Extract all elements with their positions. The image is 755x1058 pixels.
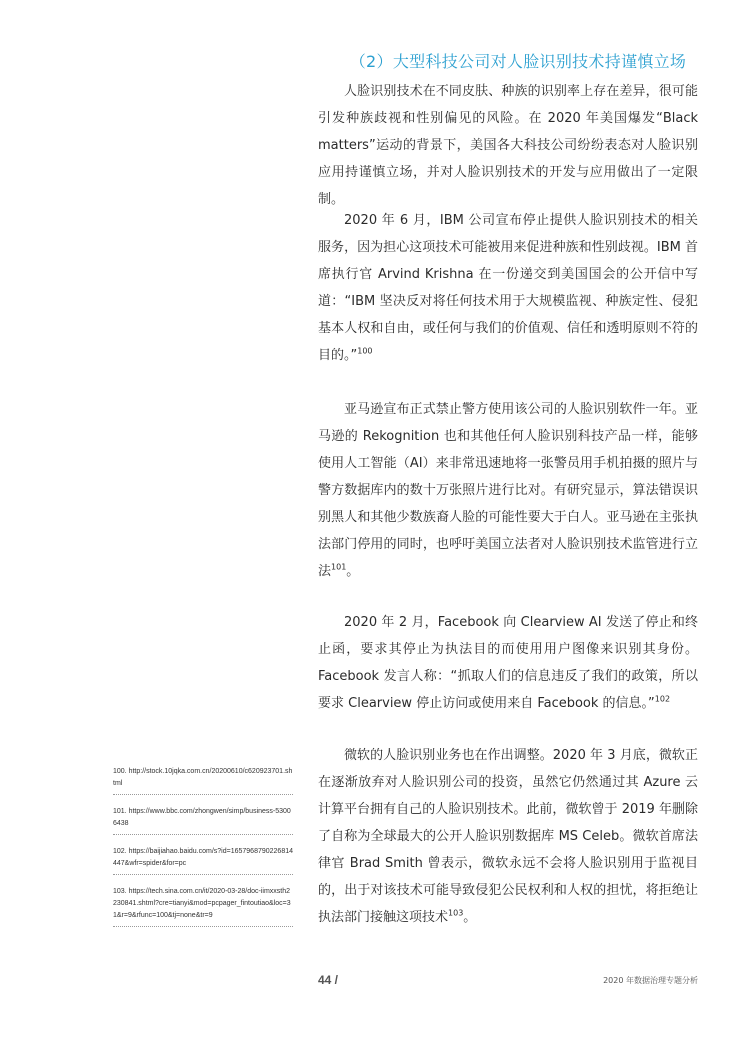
paragraph-facebook: 2020 年 2 月，Facebook 向 Clearview AI 发送了停止和终止函，要求其停止为执法目的而使用用户图像来识别其身份。Facebook 发言人称：“抓取人们的信息违反了我们的政策，所以要求 Clearview 停止访问或使用来自 Facebook 的信息。”$^{102}$ bbox=[318, 615, 698, 711]
paragraph-microsoft: 微软的人脸识别业务也在作出调整。2020 年 3 月底，微软正在逐渐放弃对人脸识别公司的投资，虽然它仍然通过其 Azure 云计算平台拥有自己的人脸识别技术。此前，微软曾于 2019 年删除了自称为全球最大的公开人脸识别数据库 MS Celeb。微软首席法律官 Brad Smith 曾表示，微软永远不会将人脸识别用于监视目的，出于对该技术可能导致侵犯公民权利和人权的担忧，将拒绝让执法部门接触这项技术$^{103}$。 bbox=[318, 748, 698, 925]
footnote-ref-101: 101 bbox=[331, 562, 347, 572]
footnote-ref-103: 103 bbox=[448, 908, 464, 918]
footnote-ref-100: 100 bbox=[357, 346, 373, 356]
footnote-102[interactable]: 102. https://baijiahao.baidu.com/s?id=1657968790226814447&wfr=spider&for=pc bbox=[113, 846, 293, 875]
footnote-ref-102: 102 bbox=[654, 694, 671, 704]
footer-title: 2020 年数据治理专题分析 bbox=[603, 976, 698, 985]
footnote-100[interactable]: 100. http://stock.10jqka.com.cn/20200610/c620923701.shtml bbox=[113, 766, 293, 795]
page-number: 44 / bbox=[318, 973, 339, 987]
footnote-101[interactable]: 101. https://www.bbc.com/zhongwen/simp/business-53006438 bbox=[113, 806, 293, 835]
paragraph-amazon: 亚马逊宣布正式禁止警方使用该公司的人脸识别软件一年。亚马逊的 Rekognition 也和其他任何人脸识别科技产品一样，能够使用人工智能（AI）来非常迅速地将一张警员用手机拍摄的照片与警方数据库内的数十万张照片进行比对。有研究显示，算法错误识别黑人和其他少数族裔人脸的可能性要大于白人。亚马逊在主张执法部门停用的同时，也呼吁美国立法者对人脸识别技术监管进行立法$^{101}$。 bbox=[318, 402, 698, 579]
section-heading: （2）大型科技公司对人脸识别技术持谨慎立场 bbox=[349, 52, 687, 71]
paragraph-ibm: 2020 年 6 月，IBM 公司宣布停止提供人脸识别技术的相关服务，因为担心这项技术可能被用来促进种族和性别歧视。IBM 首席执行官 Arvind Krishna 在一份递交到美国国会的公开信中写道：“IBM 坚决反对将任何技术用于大规模监视、种族定性、侵犯基本人权和自由，或任何与我们的价值观、信任和透明原则不符的目的。”$^{100}$ bbox=[318, 213, 698, 363]
footnotes bbox=[113, 766, 293, 938]
footnote-103[interactable]: 103. https://tech.sina.com.cn/it/2020-03-28/doc-iimxxsth2230841.shtml?cre=tianyi&mod=pcpager_fintoutiao&loc=31&r=9&rfunc=100&tj=none&tr=9 bbox=[113, 886, 293, 927]
paragraph-intro: 人脸识别技术在不同皮肤、种族的识别率上存在差异，很可能引发种族歧视和性别偏见的风险。在 2020 年美国爆发“Black matters”运动的背景下，美国各大科技公司纷纷表态对人脸识别应用持谨慎立场，并对人脸识别技术的开发与应用做出了一定限制。 bbox=[318, 84, 698, 207]
